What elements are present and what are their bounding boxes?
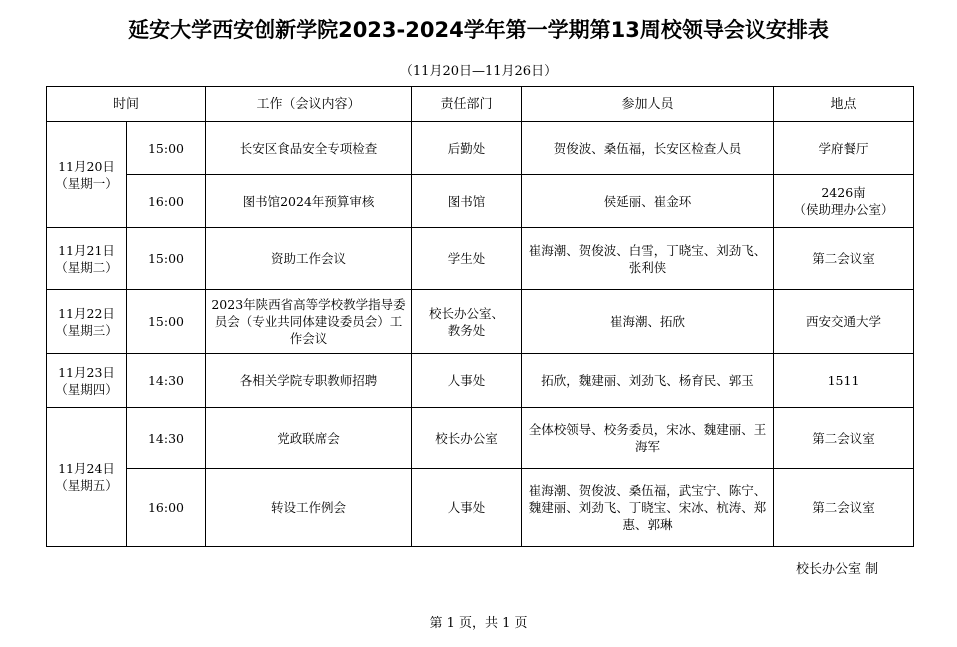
date-cell [47,228,127,290]
table-row [47,408,914,469]
place-cell: 学府餐厅 [774,122,914,175]
dept-cell: 人事处 [412,469,522,547]
date-text: 11月22日 [58,305,115,321]
dept-cell: 图书馆 [412,175,522,228]
work-cell: 图书馆2024年预算审核 [206,175,412,228]
people-cell: 拓欣，魏建丽、刘劲飞、杨育民、郭玉 [522,354,774,408]
work-cell: 党政联席会 [206,408,412,469]
people-cell: 侯延丽、崔金环 [522,175,774,228]
dept-cell [412,290,522,354]
place-cell: 西安交通大学 [774,290,914,354]
date-text: 11月21日 [58,242,115,258]
date-cell [47,408,127,547]
date-text: 11月20日 [58,158,115,174]
work-cell: 资助工作会议 [206,228,412,290]
place-cell: 第二会议室 [774,408,914,469]
people-cell: 崔海潮、贺俊波、白雪，丁晓宝、刘劲飞、张利侠 [522,228,774,290]
dept-cell: 后勤处 [412,122,522,175]
dept-cell: 人事处 [412,354,522,408]
date-text: 11月23日 [58,364,115,380]
work-cell: 2023年陕西省高等学校教学指导委员会（专业共同体建设委员会）工作会议 [206,290,412,354]
weekday-text: （星期一） [55,175,118,191]
header-people: 参加人员 [522,87,774,122]
place-line: （侯助理办公室） [793,202,894,217]
table-row [47,122,914,175]
date-cell [47,122,127,228]
schedule-table [46,86,914,547]
people-cell: 全体校领导、校务委员，宋冰、魏建丽、王海军 [522,408,774,469]
header-work: 工作（会议内容） [206,87,412,122]
weekday-text: （星期四） [55,381,118,397]
time-cell: 14:30 [127,354,206,408]
table-row [47,354,914,408]
people-cell: 崔海潮、贺俊波、桑伍福，武宝宁、陈宁、魏建丽、刘劲飞、丁晓宝、宋冰、杭涛、郑惠、郭琳 [522,469,774,547]
work-cell: 转设工作例会 [206,469,412,547]
time-cell: 14:30 [127,408,206,469]
issuer-note: 校长办公室 制 [796,562,879,577]
table-row [47,469,914,547]
date-range-subtitle: （11月20日—11月26日） [399,64,558,79]
weekday-text: （星期三） [55,322,118,338]
time-cell: 16:00 [127,175,206,228]
dept-cell: 校长办公室 [412,408,522,469]
place-cell: 第二会议室 [774,469,914,547]
dept-line: 教务处 [447,322,486,338]
table-header-row [47,87,914,122]
date-text: 11月24日 [58,461,115,476]
header-dept: 责任部门 [412,87,522,122]
time-cell: 15:00 [127,122,206,175]
time-cell: 15:00 [127,290,206,354]
place-cell: 第二会议室 [774,228,914,290]
dept-cell: 学生处 [412,228,522,290]
header-time: 时间 [47,87,206,122]
weekday-text: （星期二） [55,259,118,275]
work-cell: 各相关学院专职教师招聘 [206,354,412,408]
time-cell: 16:00 [127,469,206,547]
date-cell [47,290,127,354]
date-cell [47,354,127,408]
place-cell [774,175,914,228]
header-place: 地点 [774,87,914,122]
table-row [47,228,914,290]
people-cell: 贺俊波、桑伍福，长安区检查人员 [522,122,774,175]
page-number: 第 1 页，共 1 页 [429,616,528,631]
weekday-text: （星期五） [55,478,118,493]
page-title: 延安大学西安创新学院2023-2024学年第一学期第13周校领导会议安排表 [128,18,829,42]
dept-line: 校长办公室、 [429,305,505,321]
time-cell: 15:00 [127,228,206,290]
work-cell: 长安区食品安全专项检查 [206,122,412,175]
people-cell: 崔海潮、拓欣 [522,290,774,354]
place-line: 2426南 [821,185,866,200]
table-row [47,290,914,354]
table-row [47,175,914,228]
place-cell: 1511 [774,354,914,408]
